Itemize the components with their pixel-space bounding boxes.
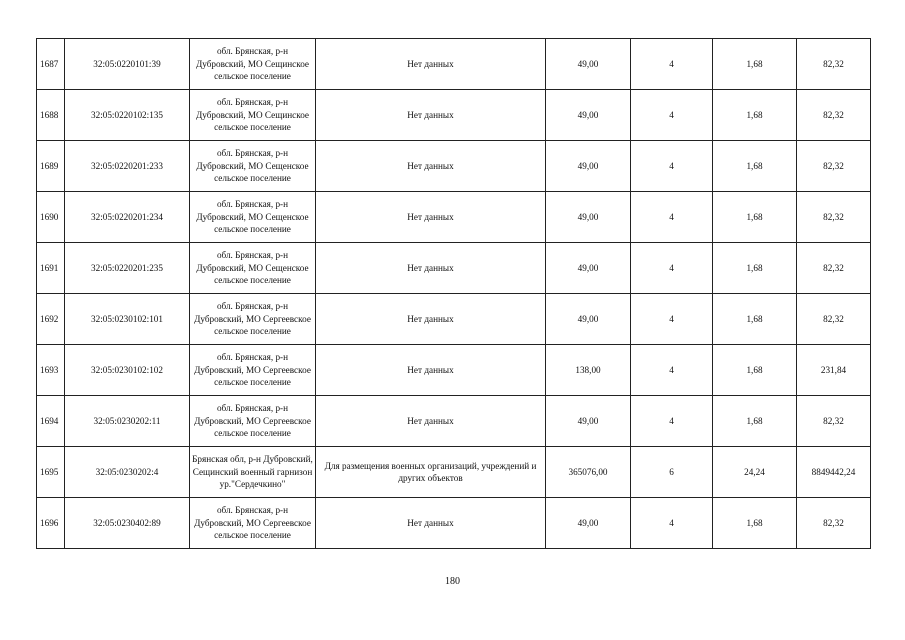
table-row <box>37 396 871 447</box>
address-cell: обл. Брянская, р-н Дубровский, МО Сещенское сельское поселение <box>190 141 316 192</box>
row-number-cell: 1692 <box>37 294 65 345</box>
table-row <box>37 192 871 243</box>
address-cell: обл. Брянская, р-н Дубровский, МО Сергеевское сельское поселение <box>190 498 316 549</box>
area-cell: 49,00 <box>546 498 631 549</box>
row-number-cell: 1694 <box>37 396 65 447</box>
row-number-cell: 1690 <box>37 192 65 243</box>
group-cell: 4 <box>631 192 713 243</box>
rate-cell: 1,68 <box>713 294 797 345</box>
rate-cell: 24,24 <box>713 447 797 498</box>
address-cell: обл. Брянская, р-н Дубровский, МО Сергеевское сельское поселение <box>190 294 316 345</box>
permitted-use-cell: Нет данных <box>316 39 546 90</box>
rate-cell: 1,68 <box>713 498 797 549</box>
group-cell: 4 <box>631 90 713 141</box>
area-cell: 138,00 <box>546 345 631 396</box>
cadastral-number-cell: 32:05:0220101:39 <box>65 39 190 90</box>
cadastral-register-table <box>36 38 871 549</box>
value-cell: 82,32 <box>797 294 871 345</box>
table-row <box>37 39 871 90</box>
address-cell: обл. Брянская, р-н Дубровский, МО Сергеевское сельское поселение <box>190 396 316 447</box>
cadastral-number-cell: 32:05:0230202:4 <box>65 447 190 498</box>
row-number-cell: 1689 <box>37 141 65 192</box>
permitted-use-cell: Нет данных <box>316 294 546 345</box>
row-number-cell: 1687 <box>37 39 65 90</box>
address-cell: обл. Брянская, р-н Дубровский, МО Сещинское сельское поселение <box>190 90 316 141</box>
address-cell: обл. Брянская, р-н Дубровский, МО Сещинское сельское поселение <box>190 39 316 90</box>
group-cell: 4 <box>631 345 713 396</box>
permitted-use-cell: Нет данных <box>316 90 546 141</box>
rate-cell: 1,68 <box>713 396 797 447</box>
address-cell: Брянская обл, р-н Дубровский, Сещинский военный гарнизон ур."Сердечкино" <box>190 447 316 498</box>
group-cell: 4 <box>631 294 713 345</box>
area-cell: 49,00 <box>546 396 631 447</box>
address-cell: обл. Брянская, р-н Дубровский, МО Сещенское сельское поселение <box>190 192 316 243</box>
page-number: 180 <box>445 576 460 587</box>
rate-cell: 1,68 <box>713 141 797 192</box>
row-number-cell: 1688 <box>37 90 65 141</box>
permitted-use-cell: Нет данных <box>316 396 546 447</box>
value-cell: 82,32 <box>797 396 871 447</box>
row-number-cell: 1695 <box>37 447 65 498</box>
table-row <box>37 345 871 396</box>
rate-cell: 1,68 <box>713 192 797 243</box>
area-cell: 49,00 <box>546 39 631 90</box>
permitted-use-cell: Нет данных <box>316 345 546 396</box>
group-cell: 6 <box>631 447 713 498</box>
address-cell: обл. Брянская, р-н Дубровский, МО Сергеевское сельское поселение <box>190 345 316 396</box>
area-cell: 49,00 <box>546 243 631 294</box>
permitted-use-cell: Для размещения военных организаций, учреждений и других объектов <box>316 447 546 498</box>
row-number-cell: 1693 <box>37 345 65 396</box>
value-cell: 82,32 <box>797 39 871 90</box>
value-cell: 82,32 <box>797 192 871 243</box>
value-cell: 82,32 <box>797 141 871 192</box>
group-cell: 4 <box>631 39 713 90</box>
value-cell: 8849442,24 <box>797 447 871 498</box>
cadastral-number-cell: 32:05:0230102:101 <box>65 294 190 345</box>
permitted-use-cell: Нет данных <box>316 243 546 294</box>
value-cell: 82,32 <box>797 498 871 549</box>
group-cell: 4 <box>631 396 713 447</box>
cadastral-number-cell: 32:05:0220201:235 <box>65 243 190 294</box>
group-cell: 4 <box>631 141 713 192</box>
permitted-use-cell: Нет данных <box>316 192 546 243</box>
address-cell: обл. Брянская, р-н Дубровский, МО Сещенское сельское поселение <box>190 243 316 294</box>
rate-cell: 1,68 <box>713 39 797 90</box>
table-row <box>37 498 871 549</box>
value-cell: 82,32 <box>797 90 871 141</box>
cadastral-number-cell: 32:05:0230202:11 <box>65 396 190 447</box>
rate-cell: 1,68 <box>713 345 797 396</box>
value-cell: 231,84 <box>797 345 871 396</box>
group-cell: 4 <box>631 243 713 294</box>
permitted-use-cell: Нет данных <box>316 141 546 192</box>
area-cell: 49,00 <box>546 294 631 345</box>
cadastral-number-cell: 32:05:0220201:234 <box>65 192 190 243</box>
rate-cell: 1,68 <box>713 243 797 294</box>
table-row <box>37 141 871 192</box>
group-cell: 4 <box>631 498 713 549</box>
cadastral-number-cell: 32:05:0230102:102 <box>65 345 190 396</box>
row-number-cell: 1691 <box>37 243 65 294</box>
row-number-cell: 1696 <box>37 498 65 549</box>
cadastral-number-cell: 32:05:0220201:233 <box>65 141 190 192</box>
table-row <box>37 90 871 141</box>
cadastral-number-cell: 32:05:0230402:89 <box>65 498 190 549</box>
permitted-use-cell: Нет данных <box>316 498 546 549</box>
table-row <box>37 294 871 345</box>
area-cell: 49,00 <box>546 192 631 243</box>
value-cell: 82,32 <box>797 243 871 294</box>
area-cell: 365076,00 <box>546 447 631 498</box>
rate-cell: 1,68 <box>713 90 797 141</box>
table-row <box>37 447 871 498</box>
table-row <box>37 243 871 294</box>
area-cell: 49,00 <box>546 141 631 192</box>
cadastral-number-cell: 32:05:0220102:135 <box>65 90 190 141</box>
area-cell: 49,00 <box>546 90 631 141</box>
table-body <box>37 39 871 549</box>
